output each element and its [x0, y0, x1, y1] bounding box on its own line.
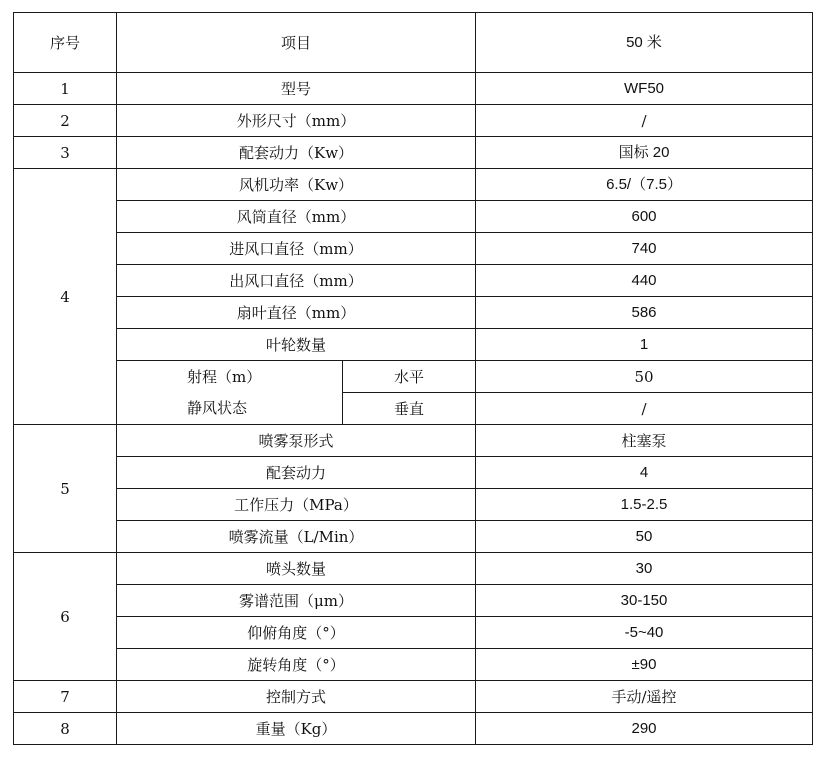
- row-value: 440: [476, 265, 813, 297]
- header-row: [14, 13, 813, 73]
- row-value: ±90: [476, 649, 813, 681]
- row-value: 740: [476, 233, 813, 265]
- table-row: [14, 553, 813, 585]
- table-row: [14, 713, 813, 745]
- table-row: [14, 457, 813, 489]
- table-row: [14, 425, 813, 457]
- row-item: 型号: [117, 73, 476, 105]
- row-item: 出风口直径（mm）: [117, 265, 476, 297]
- horizontal-label: 水平: [343, 361, 476, 393]
- row-item: 外形尺寸（mm）: [117, 105, 476, 137]
- table-row: [14, 297, 813, 329]
- table-row: [14, 105, 813, 137]
- table-row: [14, 137, 813, 169]
- header-no: 序号: [14, 13, 117, 73]
- row-value: 1.5-2.5: [476, 489, 813, 521]
- horizontal-value: 50: [476, 361, 813, 393]
- row-value: 1: [476, 329, 813, 361]
- row-value: -5~40: [476, 617, 813, 649]
- row-value: 586: [476, 297, 813, 329]
- table-row: [14, 521, 813, 553]
- row-item: 喷雾泵形式: [117, 425, 476, 457]
- row-no: 1: [14, 73, 117, 105]
- row-item: 工作压力（MPa）: [117, 489, 476, 521]
- vertical-value: /: [476, 393, 813, 425]
- row-value: 国标 20: [476, 137, 813, 169]
- row-item: 控制方式: [117, 681, 476, 713]
- row-item: 风机功率（Kw）: [117, 169, 476, 201]
- table-row: [14, 329, 813, 361]
- range-label: 射程（m）: [187, 367, 262, 386]
- table-row: [14, 681, 813, 713]
- table-row: [14, 649, 813, 681]
- row-value: WF50: [476, 73, 813, 105]
- table-row: [14, 585, 813, 617]
- row-value: 600: [476, 201, 813, 233]
- row-no: 7: [14, 681, 117, 713]
- spec-table: [13, 12, 813, 745]
- table-row: [14, 169, 813, 201]
- row-item: 喷头数量: [117, 553, 476, 585]
- row-item: 仰俯角度（°）: [117, 617, 476, 649]
- row-value: 50: [476, 521, 813, 553]
- row-item: 重量（Kg）: [117, 713, 476, 745]
- table-row: [14, 617, 813, 649]
- header-item: 项目: [117, 13, 476, 73]
- row-item: 旋转角度（°）: [117, 649, 476, 681]
- row-no: 2: [14, 105, 117, 137]
- row-value: /: [476, 105, 813, 137]
- table-row: [14, 201, 813, 233]
- table-row: [14, 233, 813, 265]
- row-item: 配套动力: [117, 457, 476, 489]
- range-label-cell: [117, 361, 343, 425]
- table-row: [14, 361, 813, 393]
- row-item: 叶轮数量: [117, 329, 476, 361]
- header-value: 50 米: [476, 13, 813, 73]
- table-row: [14, 489, 813, 521]
- row-item: 配套动力（Kw）: [117, 137, 476, 169]
- table-row: [14, 265, 813, 297]
- group-no: 4: [14, 169, 117, 425]
- row-item: 进风口直径（mm）: [117, 233, 476, 265]
- table-row: [14, 73, 813, 105]
- row-item: 扇叶直径（mm）: [117, 297, 476, 329]
- row-value: 30-150: [476, 585, 813, 617]
- row-no: 3: [14, 137, 117, 169]
- calm-condition-label: 静风状态: [187, 398, 248, 417]
- row-item: 风筒直径（mm）: [117, 201, 476, 233]
- group-no: 6: [14, 553, 117, 681]
- row-value: 柱塞泵: [476, 425, 813, 457]
- row-item: 雾谱范围（μm）: [117, 585, 476, 617]
- vertical-label: 垂直: [343, 393, 476, 425]
- row-value: 30: [476, 553, 813, 585]
- row-value: 4: [476, 457, 813, 489]
- row-item: 喷雾流量（L/Min）: [117, 521, 476, 553]
- row-no: 8: [14, 713, 117, 745]
- group-no: 5: [14, 425, 117, 553]
- row-value: 290: [476, 713, 813, 745]
- row-value: 手动/遥控: [476, 681, 813, 713]
- row-value: 6.5/（7.5）: [476, 169, 813, 201]
